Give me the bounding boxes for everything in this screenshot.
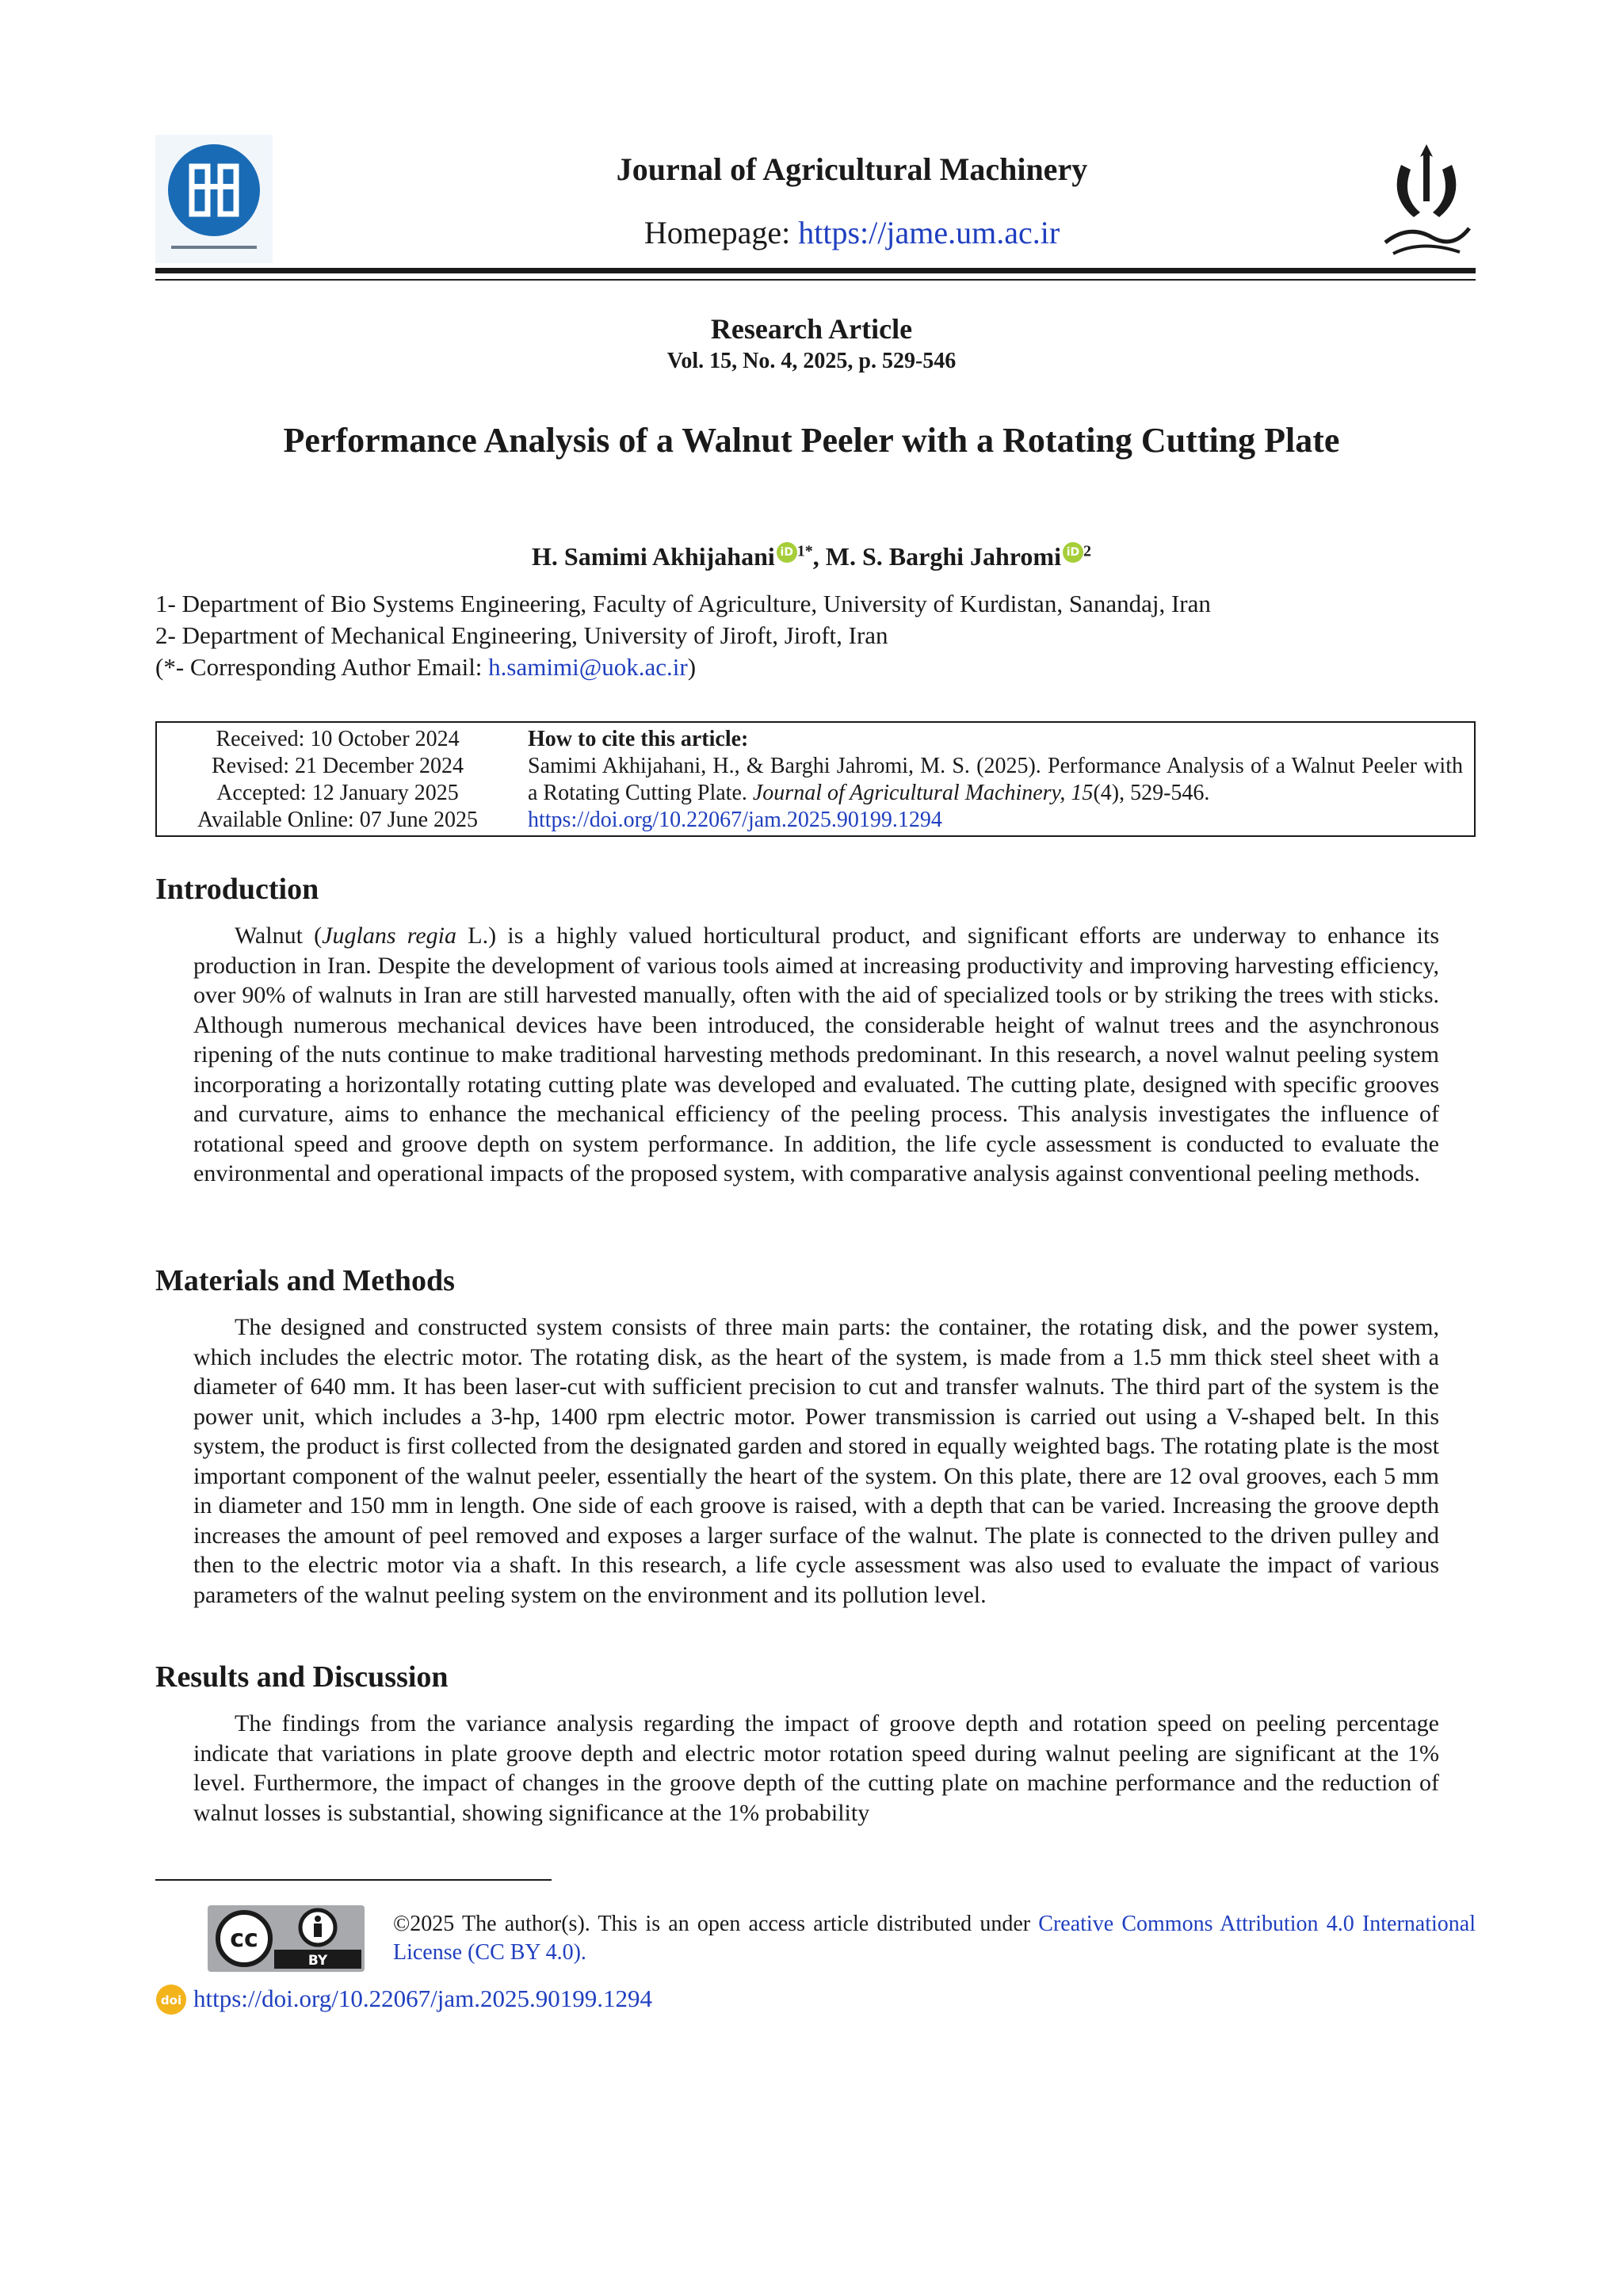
intro-species-name: Juglans regia [322, 923, 456, 949]
author-name: M. S. Barghi Jahromi [825, 542, 1061, 571]
accepted-date: Accepted: 12 January 2025 [216, 781, 459, 805]
section-heading-results-discussion: Results and Discussion [155, 1660, 449, 1694]
citation-doi-link[interactable]: https://doi.org/10.22067/jam.2025.90199.1294 [528, 808, 942, 832]
author-affiliation-mark: 1* [796, 542, 813, 560]
header-rule-thin [155, 279, 1476, 281]
volume-info: Vol. 15, No. 4, 2025, p. 529-546 [666, 349, 957, 373]
citation-block [528, 726, 1463, 834]
author-line [0, 542, 1623, 571]
university-logo [1377, 141, 1476, 260]
online-date: Available Online: 07 June 2025 [197, 808, 479, 832]
doi-icon [155, 1984, 187, 2015]
license-link[interactable]: Creative Commons Attribution 4.0 International License (CC BY 4.0). [393, 1912, 1476, 1965]
society-logo [155, 135, 273, 263]
intro-text-body: L.) is a highly valued horticultural product, and significant efforts are underway to enhance its production in Iran. Despite the development of various tools aimed at increasing productivity and improving harvesting efficiency, over 90% of walnuts in Iran are still harvested manually, often with the aid of specialized tools or by striking the trees with sticks. Although numerous mechanical devices have been introduced, the considerable height of walnut trees and the asynchronous ripening of the nuts continue to make traditional harvesting methods predominant. In this research, a novel walnut peeling system incorporating a horizontally rotating cutting plate was developed and evaluated. The cutting plate, designed with specific grooves and curvature, aims to enhance the mechanical efficiency of the peeling process. This analysis investigates the influence of rotational speed and groove depth on system performance. In addition, the life cycle assessment is conducted to evaluate the environmental and operational impacts of the proposed system, with comparative analysis against conventional peeling methods. [193, 923, 1439, 1186]
citation-pages: (4), 529-546. [1093, 781, 1210, 805]
revised-date: Revised: 21 December 2024 [211, 754, 464, 778]
paper-title: Performance Analysis of a Walnut Peeler with a Rotating Cutting Plate [283, 421, 1340, 460]
article-info-box [155, 721, 1476, 837]
article-type: Research Article [710, 313, 913, 345]
footnote-rule [155, 1879, 552, 1881]
article-dates [157, 726, 518, 834]
orcid-icon[interactable]: iD [777, 542, 797, 563]
author-name: H. Samimi Akhijahani [532, 542, 775, 571]
corresponding-prefix: (*- Corresponding Author Email: [155, 653, 489, 681]
citation-authors-title: Samimi Akhijahani, H., & Barghi Jahromi, M. S. (2025). Performance Analysis of a Walnut Peeler with a Rotating Cutting Plate. [528, 754, 1463, 805]
header-rule-thick [155, 268, 1476, 273]
results-discussion-paragraph: The findings from the variance analysis regarding the impact of groove depth and rotation speed on peeling percentage indicate that variations in plate groove depth and electric motor rotation speed during walnut peeling are significant at the 1% level. Furthermore, the impact of changes in the groove depth of the cutting plate on machine performance and the reduction of walnut losses is substantial, showing significance at the 1% probability [193, 1710, 1439, 1826]
section-heading-materials-methods: Materials and Methods [155, 1264, 455, 1297]
doi-icon-label: doi [160, 1993, 182, 2008]
journal-title: Journal of Agricultural Machinery [616, 151, 1088, 187]
cc-by-license-icon[interactable] [208, 1905, 365, 1972]
author-affiliation-mark: 2 [1083, 542, 1091, 560]
orcid-icon[interactable]: iD [1063, 542, 1083, 563]
affiliation-2: 2- Department of Mechanical Engineering, University of Jiroft, Jiroft, Iran [155, 621, 888, 649]
citation-journal: Journal of Agricultural Machinery, 15 [752, 781, 1094, 805]
section-heading-introduction: Introduction [155, 873, 319, 906]
citation-heading: How to cite this article: [528, 727, 749, 751]
corresponding-author [155, 653, 696, 682]
homepage-label: Homepage: [643, 215, 799, 250]
cc-label: cc [230, 1925, 258, 1953]
license-prefix: ©2025 The author(s). This is an open access article distributed under [393, 1912, 1039, 1936]
introduction-paragraph [193, 921, 1439, 1189]
by-label: BY [307, 1953, 328, 1969]
corresponding-suffix: ) [687, 653, 697, 681]
citation-text [528, 753, 1463, 807]
materials-methods-paragraph: The designed and constructed system consists of three main parts: the container, the rotating disk, and the power system, which includes the electric motor. The rotating disk, as the heart of the system, is made from a 1.5 mm thick steel sheet with a diameter of 640 mm. It has been laser-cut with sufficient precision to cut and transfer walnuts. The third part of the system is the power unit, which includes a 3-hp, 1400 rpm electric motor. Power transmission is carried out using a V-shaped belt. In this system, the product is first collected from the designated garden and stored in equally weighted bags. The rotating plate is the most important component of the walnut peeler, essentially the heart of the system. On this plate, there are 12 oval grooves, each 5 mm in diameter and 150 mm in length. One side of each groove is raised, with a depth that can be varied. Increasing the groove depth increases the amount of peel removed and exposes a larger surface of the walnut. The plate is connected to the driven pulley and then to the electric motor via a shaft. In this research, a life cycle assessment was also used to evaluate the impact of various parameters of the walnut peeling system on the environment and its pollution level. [193, 1314, 1439, 1608]
author-separator: , [812, 542, 826, 571]
license-statement [393, 1910, 1476, 1967]
corresponding-email-link[interactable]: h.samimi@uok.ac.ir [488, 653, 688, 681]
homepage-line [285, 214, 1419, 251]
affiliation-1: 1- Department of Bio Systems Engineering, Faculty of Agriculture, University of Kurdistan, Sanandaj, Iran [155, 590, 1211, 617]
received-date: Received: 10 October 2024 [216, 727, 460, 751]
doi-link[interactable]: https://doi.org/10.22067/jam.2025.90199.1294 [193, 1985, 652, 2012]
homepage-link[interactable]: https://jame.um.ac.ir [798, 215, 1060, 250]
intro-text-start: Walnut ( [235, 923, 323, 949]
